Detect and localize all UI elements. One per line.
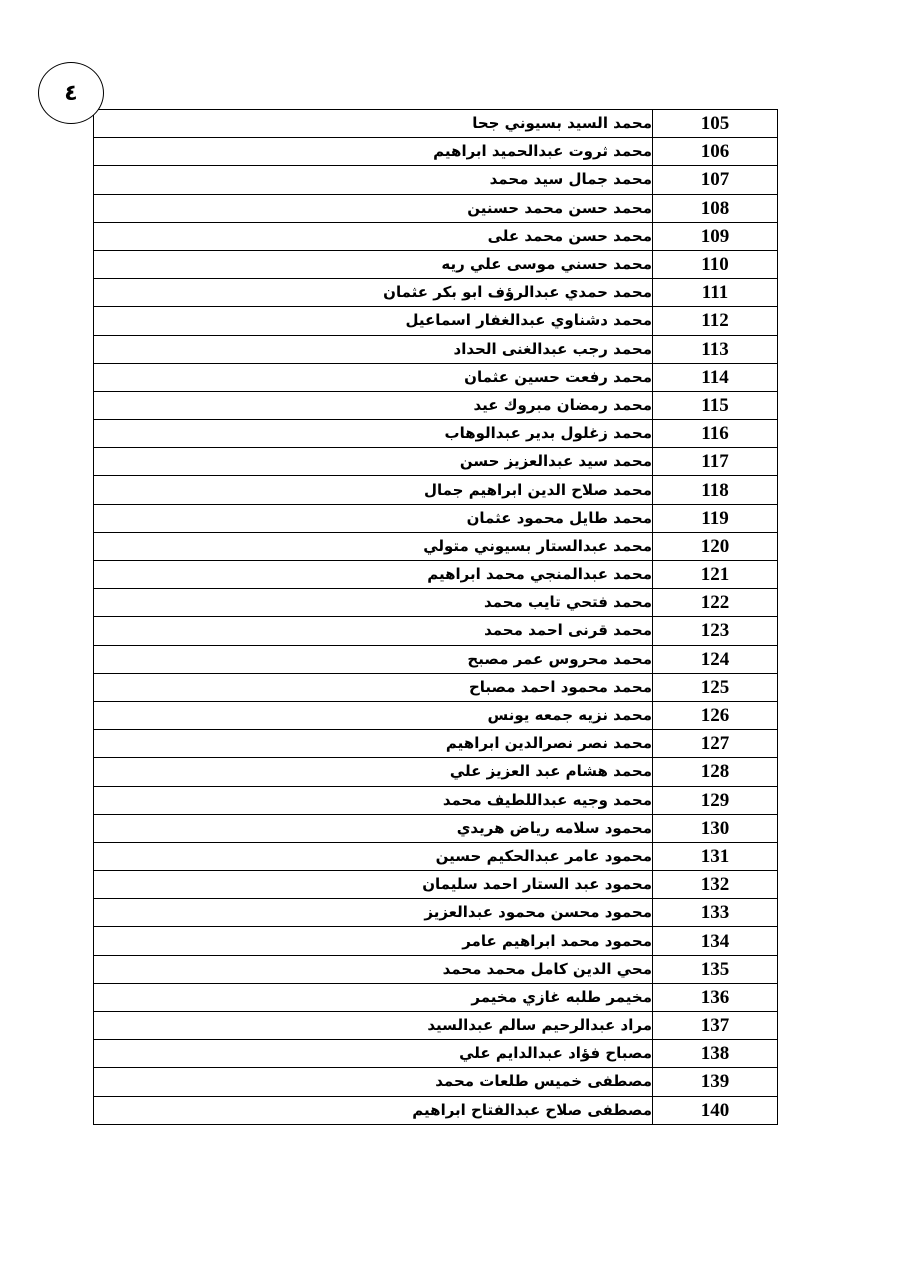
name-cell: محمد حسني موسى علي ريه bbox=[94, 250, 653, 278]
table-row bbox=[94, 842, 778, 870]
serial-number-cell: 128 bbox=[653, 758, 778, 786]
serial-number-cell: 126 bbox=[653, 701, 778, 729]
serial-number-cell: 140 bbox=[653, 1096, 778, 1124]
name-cell: محمود محمد ابراهيم عامر bbox=[94, 927, 653, 955]
name-cell: محمد نزيه جمعه يونس bbox=[94, 701, 653, 729]
table-row bbox=[94, 279, 778, 307]
name-cell: محمد نصر نصرالدين ابراهيم bbox=[94, 730, 653, 758]
serial-number-cell: 122 bbox=[653, 589, 778, 617]
table-row bbox=[94, 110, 778, 138]
serial-number-cell: 108 bbox=[653, 194, 778, 222]
name-cell: محمد عبدالمنجي محمد ابراهيم bbox=[94, 561, 653, 589]
name-cell: محمد حمدي عبدالرؤف ابو بكر عثمان bbox=[94, 279, 653, 307]
table-row bbox=[94, 250, 778, 278]
table-row bbox=[94, 673, 778, 701]
serial-number-cell: 127 bbox=[653, 730, 778, 758]
page-number: ٤ bbox=[64, 80, 78, 106]
name-cell: محمد سيد عبدالعزيز حسن bbox=[94, 448, 653, 476]
name-cell: مصطفى صلاح عبدالفتاح ابراهيم bbox=[94, 1096, 653, 1124]
serial-number-cell: 123 bbox=[653, 617, 778, 645]
table-row bbox=[94, 532, 778, 560]
serial-number-cell: 138 bbox=[653, 1040, 778, 1068]
serial-number-cell: 133 bbox=[653, 899, 778, 927]
serial-number-cell: 118 bbox=[653, 476, 778, 504]
serial-number-cell: 111 bbox=[653, 279, 778, 307]
table-row bbox=[94, 448, 778, 476]
table-row bbox=[94, 645, 778, 673]
serial-number-cell: 135 bbox=[653, 955, 778, 983]
table-row bbox=[94, 617, 778, 645]
serial-number-cell: 115 bbox=[653, 391, 778, 419]
serial-number-cell: 112 bbox=[653, 307, 778, 335]
table-row bbox=[94, 166, 778, 194]
name-cell: محي الدين كامل محمد محمد bbox=[94, 955, 653, 983]
table-row bbox=[94, 138, 778, 166]
serial-number-cell: 114 bbox=[653, 363, 778, 391]
serial-number-cell: 105 bbox=[653, 110, 778, 138]
table-row bbox=[94, 561, 778, 589]
table-row bbox=[94, 814, 778, 842]
serial-number-cell: 124 bbox=[653, 645, 778, 673]
serial-number-cell: 120 bbox=[653, 532, 778, 560]
name-cell: محمد ثروت عبدالحميد ابراهيم bbox=[94, 138, 653, 166]
serial-number-cell: 130 bbox=[653, 814, 778, 842]
table-row bbox=[94, 504, 778, 532]
name-cell: محمد عبدالستار بسيوني متولي bbox=[94, 532, 653, 560]
table-row bbox=[94, 1068, 778, 1096]
name-cell: محمد حسن محمد حسنين bbox=[94, 194, 653, 222]
table-row bbox=[94, 701, 778, 729]
table-row bbox=[94, 983, 778, 1011]
serial-number-cell: 106 bbox=[653, 138, 778, 166]
name-cell: محمد طايل محمود عثمان bbox=[94, 504, 653, 532]
name-cell: مصباح فؤاد عبدالدايم علي bbox=[94, 1040, 653, 1068]
name-cell: مخيمر طلبه غازي مخيمر bbox=[94, 983, 653, 1011]
serial-number-cell: 132 bbox=[653, 871, 778, 899]
serial-number-cell: 134 bbox=[653, 927, 778, 955]
name-cell: محمد حسن محمد على bbox=[94, 222, 653, 250]
name-cell: محمد محمود احمد مصباح bbox=[94, 673, 653, 701]
name-cell: محمود سلامه رياض هريدي bbox=[94, 814, 653, 842]
name-cell: محمد السيد بسيوني جحا bbox=[94, 110, 653, 138]
table-row bbox=[94, 222, 778, 250]
table-row bbox=[94, 955, 778, 983]
serial-number-cell: 117 bbox=[653, 448, 778, 476]
name-cell: محمد رجب عبدالغنى الحداد bbox=[94, 335, 653, 363]
table-row bbox=[94, 730, 778, 758]
serial-number-cell: 119 bbox=[653, 504, 778, 532]
table-row bbox=[94, 476, 778, 504]
serial-number-cell: 121 bbox=[653, 561, 778, 589]
name-cell: محمد صلاح الدين ابراهيم جمال bbox=[94, 476, 653, 504]
name-cell: محمود عبد الستار احمد سليمان bbox=[94, 871, 653, 899]
serial-number-cell: 139 bbox=[653, 1068, 778, 1096]
serial-number-cell: 137 bbox=[653, 1012, 778, 1040]
name-cell: محمود عامر عبدالحكيم حسين bbox=[94, 842, 653, 870]
table-row bbox=[94, 927, 778, 955]
names-table-body bbox=[94, 110, 778, 1125]
table-row bbox=[94, 786, 778, 814]
table-row bbox=[94, 899, 778, 927]
table-row bbox=[94, 758, 778, 786]
name-cell: مصطفى خميس طلعات محمد bbox=[94, 1068, 653, 1096]
page-number-badge bbox=[38, 62, 104, 124]
table-row bbox=[94, 1096, 778, 1124]
serial-number-cell: 129 bbox=[653, 786, 778, 814]
name-cell: محمد قرنى احمد محمد bbox=[94, 617, 653, 645]
table-row bbox=[94, 391, 778, 419]
table-row bbox=[94, 194, 778, 222]
name-cell: محمد رمضان مبروك عيد bbox=[94, 391, 653, 419]
serial-number-cell: 131 bbox=[653, 842, 778, 870]
names-table bbox=[93, 109, 778, 1125]
table-row bbox=[94, 363, 778, 391]
table-row bbox=[94, 307, 778, 335]
serial-number-cell: 116 bbox=[653, 420, 778, 448]
table-row bbox=[94, 1012, 778, 1040]
name-cell: محمد فتحي تايب محمد bbox=[94, 589, 653, 617]
name-cell: محمد محروس عمر مصبح bbox=[94, 645, 653, 673]
serial-number-cell: 107 bbox=[653, 166, 778, 194]
table-row bbox=[94, 1040, 778, 1068]
name-cell: محمد زغلول بدير عبدالوهاب bbox=[94, 420, 653, 448]
table-row bbox=[94, 589, 778, 617]
name-cell: محمد وجيه عبداللطيف محمد bbox=[94, 786, 653, 814]
serial-number-cell: 125 bbox=[653, 673, 778, 701]
serial-number-cell: 113 bbox=[653, 335, 778, 363]
table-row bbox=[94, 871, 778, 899]
serial-number-cell: 136 bbox=[653, 983, 778, 1011]
name-cell: محمود محسن محمود عبدالعزيز bbox=[94, 899, 653, 927]
name-cell: محمد هشام عبد العزيز علي bbox=[94, 758, 653, 786]
name-cell: محمد رفعت حسين عثمان bbox=[94, 363, 653, 391]
table-row bbox=[94, 335, 778, 363]
name-cell: مراد عبدالرحيم سالم عبدالسيد bbox=[94, 1012, 653, 1040]
name-cell: محمد دشناوي عبدالغفار اسماعيل bbox=[94, 307, 653, 335]
serial-number-cell: 109 bbox=[653, 222, 778, 250]
name-cell: محمد جمال سيد محمد bbox=[94, 166, 653, 194]
serial-number-cell: 110 bbox=[653, 250, 778, 278]
table-row bbox=[94, 420, 778, 448]
